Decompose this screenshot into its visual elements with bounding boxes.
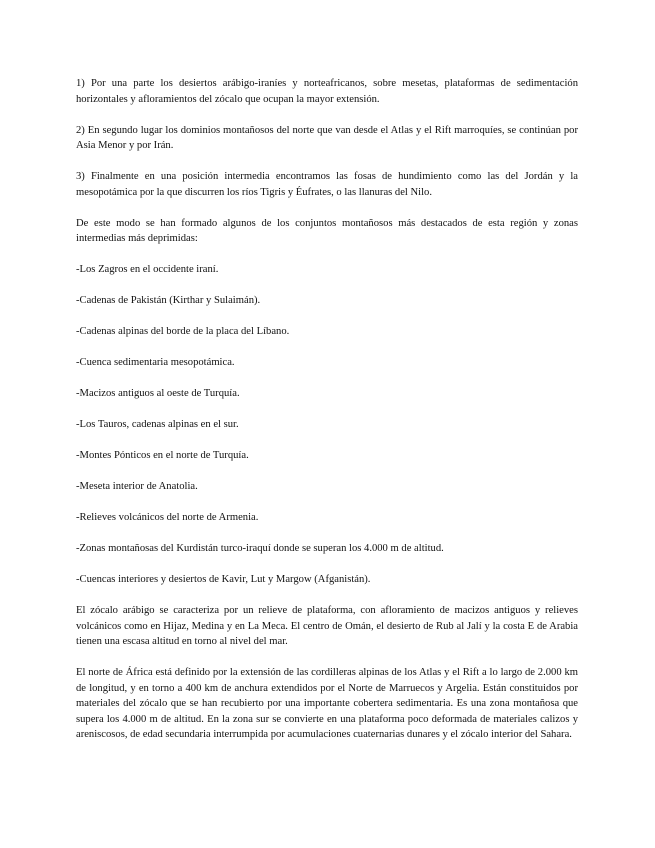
list-item: -Macizos antiguos al oeste de Turquía. <box>76 388 240 399</box>
list-item: -Cuencas interiores y desiertos de Kavir, Lut y Margow (Afganistán). <box>76 574 371 585</box>
list-item: -Montes Pónticos en el norte de Turquía. <box>76 450 249 461</box>
paragraph-3: 3) Finalmente en una posición intermedia encontramos las fosas de hundimiento como las del Jordán y la mesopotámica por la que discurren los ríos Tigris y Éufrates, o las llanuras del Nilo. <box>76 171 578 198</box>
list-item: -Zonas montañosas del Kurdistán turco-iraquí donde se superan los 4.000 m de altitud. <box>76 543 444 554</box>
list-item: -Cadenas alpinas del borde de la placa del Líbano. <box>76 326 290 337</box>
list-item: -Cuenca sedimentaria mesopotámica. <box>76 357 235 368</box>
list-item: -Los Zagros en el occidente iraní. <box>76 264 219 275</box>
document-body <box>76 76 578 758</box>
list-item: -Los Tauros, cadenas alpinas en el sur. <box>76 419 239 430</box>
list-item: -Relieves volcánicos del norte de Armenia. <box>76 512 259 523</box>
list-item: -Cadenas de Pakistán (Kirthar y Sulaimán). <box>76 295 261 306</box>
paragraph-1: 1) Por una parte los desiertos arábigo-iraníes y norteafricanos, sobre mesetas, plataformas de sedimentación horizontales y afloramientos del zócalo que ocupan la mayor extensión. <box>76 78 578 105</box>
list-item: -Meseta interior de Anatolia. <box>76 481 198 492</box>
paragraph-4: De este modo se han formado algunos de los conjuntos montañosos más destacados de esta región y zonas intermedias más deprimidas: <box>76 217 578 244</box>
paragraph-2: 2) En segundo lugar los dominios montañosos del norte que van desde el Atlas y el Rift marroquíes, se continúan por Asia Menor y por Irán. <box>76 124 578 151</box>
paragraph-norte-africa: El norte de África está definido por la extensión de las cordilleras alpinas de los Atlas y el Rift a lo largo de 2.000 km de longitud, y en torno a 400 km de anchura extendidos por el Norte de Marruecos y Argelia. Están constituidos por materiales del zócalo que se han recubierto por una importante cobertera sedimentaria. Es una zona montañosa que supera los 4.000 m de altitud. En la zona sur se convierte en una plataforma poco deformada de materiales calizos y areniscosos, de edad secundaria interrumpida por acumulaciones cuaternarias dunares y el zócalo interior del Sahara. <box>76 667 578 740</box>
paragraph-zocalo-arabigo: El zócalo arábigo se caracteriza por un relieve de plataforma, con afloramiento de macizos antiguos y relieves volcánicos como en Hijaz, Medina y en La Meca. El centro de Omán, el desierto de Rub al Jalí y la costa E de Arabia tienen una escasa altitud en torno al nivel del mar. <box>76 605 578 647</box>
